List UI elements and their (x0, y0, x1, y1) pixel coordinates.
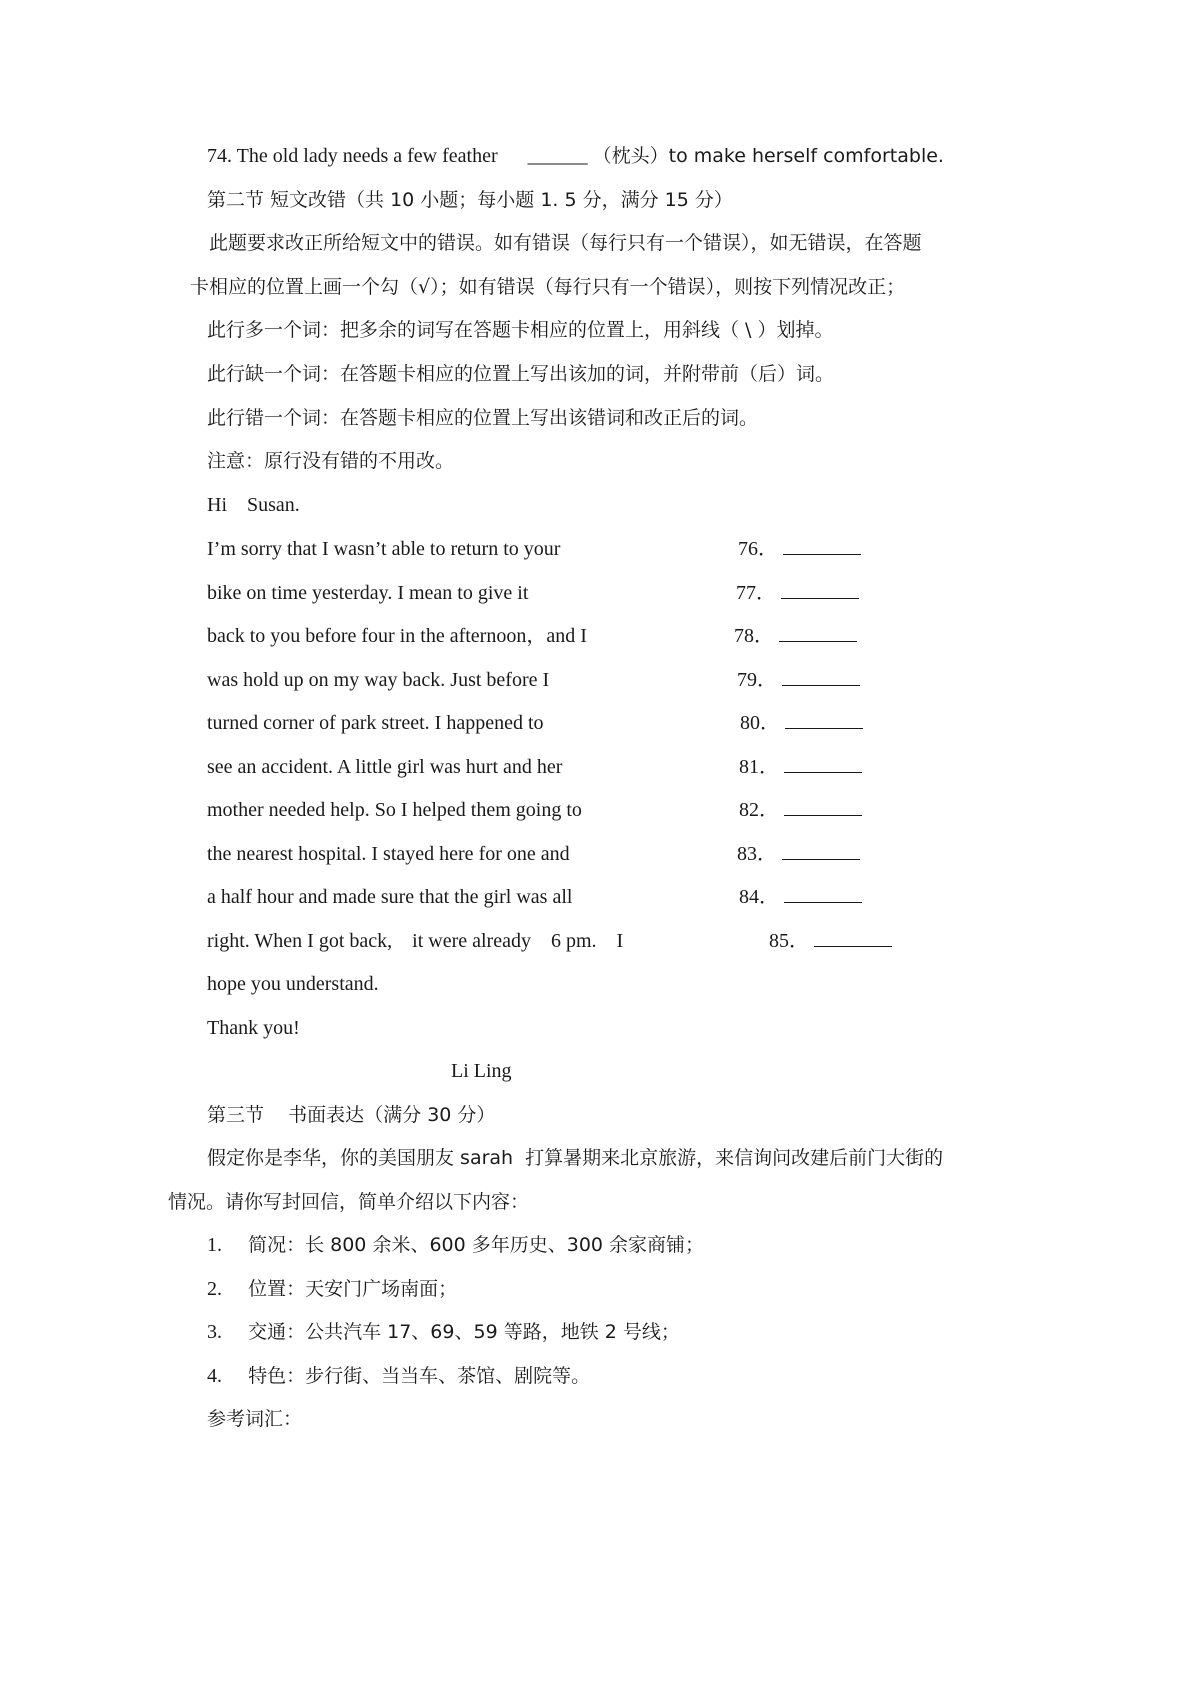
answer-82 (739, 796, 862, 824)
section2-rule-wrong: 此行错一个词：在答题卡相应的位置上写出该错词和改正后的词。 (207, 407, 759, 429)
answer-79-blank[interactable] (782, 667, 860, 686)
letter-line-79: was hold up on my way back. Just before I (207, 669, 550, 691)
answer-81-blank[interactable] (784, 754, 862, 773)
letter-closing-1: hope you understand. (207, 973, 379, 995)
section2-note: 注意：原行没有错的不用改。 (207, 450, 455, 472)
question-74-stem: 74. The old lady needs a few feather (207, 145, 498, 167)
section2-instruction-1: 此题要求改正所给短文中的错误。如有错误（每行只有一个错误），如无错误，在答题 (209, 232, 922, 254)
answer-77 (736, 579, 859, 607)
section3-vocab-label: 参考词汇： (207, 1408, 303, 1430)
answer-78-blank[interactable] (779, 623, 857, 642)
answer-81 (739, 753, 862, 781)
answer-77-blank[interactable] (781, 580, 859, 599)
section3-item-4 (207, 1362, 590, 1390)
letter-line-84: a half hour and made sure that the girl was all (207, 886, 573, 908)
section3-item-1-text: 简况：长 800 余米、600 多年历史、300 余家商铺； (248, 1234, 705, 1256)
question-74-rest: （枕头）to make herself comfortable. (592, 145, 944, 167)
letter-line-82: mother needed help. So I helped them going to (207, 799, 582, 821)
section3-prompt-1: 假定你是李华，你的美国朋友 sarah 打算暑期来北京旅游，来信询问改建后前门大街的 (207, 1147, 944, 1169)
section3-item-3-number: 3. (207, 1321, 222, 1343)
answer-85 (769, 927, 892, 955)
section3-item-2-number: 2. (207, 1278, 222, 1300)
letter-signature: Li Ling (451, 1060, 512, 1082)
answer-82-number: 82． (739, 799, 779, 821)
question-74 (207, 142, 944, 170)
answer-84-number: 84． (739, 886, 779, 908)
letter-greeting: Hi Susan. (207, 494, 300, 516)
answer-85-blank[interactable] (814, 928, 892, 947)
section3-item-4-number: 4. (207, 1365, 222, 1387)
letter-line-85: right. When I got back, it were already 6 pm. I (207, 930, 624, 952)
letter-line-83: the nearest hospital. I stayed here for one and (207, 843, 570, 865)
letter-line-80: turned corner of park street. I happened to (207, 712, 544, 734)
answer-79 (737, 666, 860, 694)
section2-instruction-2: 卡相应的位置上画一个勾（√）；如有错误（每行只有一个错误），则按下列情况改正； (190, 276, 906, 298)
question-74-blank[interactable]: ______ (527, 145, 588, 167)
section2-rule-missing: 此行缺一个词：在答题卡相应的位置上写出该加的词，并附带前（后）词。 (207, 363, 835, 385)
section2-heading: 第二节 短文改错（共 10 小题；每小题 1. 5 分，满分 15 分） (207, 189, 733, 211)
answer-85-number: 85． (769, 930, 809, 952)
letter-line-77: bike on time yesterday. I mean to give it (207, 582, 529, 604)
letter-closing-2: Thank you! (207, 1017, 300, 1039)
section3-prompt-2: 情况。请你写封回信，简单介绍以下内容： (168, 1191, 530, 1213)
section3-item-2-text: 位置：天安门广场南面； (248, 1278, 458, 1300)
section3-heading: 第三节 书面表达（满分 30 分） (207, 1104, 496, 1126)
answer-76-number: 76． (738, 538, 778, 560)
answer-76 (738, 535, 861, 563)
section3-item-1-number: 1. (207, 1234, 222, 1256)
answer-77-number: 77． (736, 582, 776, 604)
section3-item-3-text: 交通：公共汽车 17、69、59 等路，地铁 2 号线； (248, 1321, 680, 1343)
answer-80-blank[interactable] (785, 710, 863, 729)
answer-80-number: 80． (740, 712, 780, 734)
letter-line-81: see an accident. A little girl was hurt and her (207, 756, 563, 778)
answer-79-number: 79． (737, 669, 777, 691)
section3-item-3 (207, 1318, 680, 1346)
section2-rule-extra: 此行多一个词：把多余的词写在答题卡相应的位置上，用斜线（ \ ）划掉。 (207, 319, 834, 341)
section3-item-4-text: 特色：步行街、当当车、茶馆、剧院等。 (248, 1365, 591, 1387)
section3-item-1 (207, 1231, 704, 1259)
answer-78-number: 78． (734, 625, 774, 647)
answer-81-number: 81． (739, 756, 779, 778)
letter-line-78: back to you before four in the afternoon，and I (207, 625, 587, 647)
answer-78 (734, 622, 857, 650)
answer-82-blank[interactable] (784, 797, 862, 816)
answer-83-blank[interactable] (782, 841, 860, 860)
answer-80 (740, 709, 863, 737)
answer-83 (737, 840, 860, 868)
answer-84 (739, 883, 862, 911)
answer-84-blank[interactable] (784, 884, 862, 903)
answer-76-blank[interactable] (783, 536, 861, 555)
section3-item-2 (207, 1275, 457, 1303)
answer-83-number: 83． (737, 843, 777, 865)
letter-line-76: I’m sorry that I wasn’t able to return to your (207, 538, 561, 560)
